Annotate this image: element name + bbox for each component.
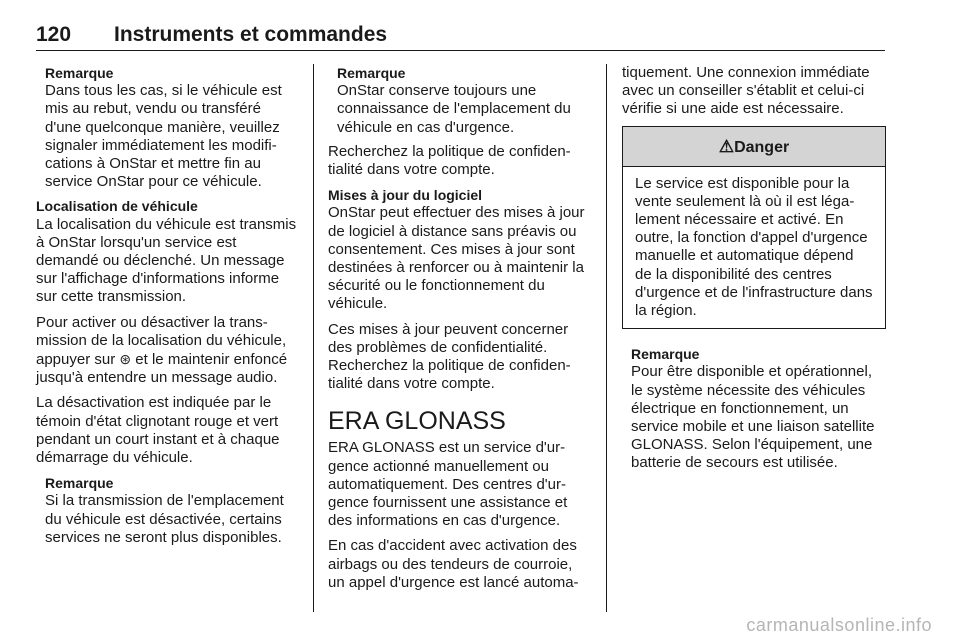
remark-text: OnStar conserve toujours une connaissance de l'emplacement du véhicule en cas d'urgence. xyxy=(337,82,571,136)
danger-header xyxy=(623,127,885,167)
column-1 xyxy=(36,64,298,553)
paragraph-text: et le maintenir enfoncé jusqu'à entendre un message audio. xyxy=(36,351,288,387)
column-3 xyxy=(622,64,886,479)
watermark: carmanualsonline.info xyxy=(746,615,932,635)
remark-title: Remarque xyxy=(631,346,700,363)
column-divider xyxy=(606,64,607,612)
page-number: 120 xyxy=(36,23,72,46)
danger-title: Danger xyxy=(734,138,790,156)
remark-title: Remarque xyxy=(337,65,406,81)
paragraph: Recherchez la politique de confidentialité dans votre compte. xyxy=(328,142,571,179)
paragraph-text: Pour activer ou désactiver la transmission de la localisation du véhicule, appuyer sur xyxy=(36,313,287,369)
paragraph: ERA GLONASS est un service d'urgence actionné manuellement ou automatiquement. Des centres d'urgence fournissent une assistance et des informations en cas d'urgence. xyxy=(328,439,568,530)
paragraph: OnStar peut effectuer des mises à jour de logiciel à distance sans préavis ou consentement. Ces mises à jour sont destinées à renforcer ou à maintenir la sécurité ou le fonctionnement du véhicule. xyxy=(328,204,585,313)
column-2 xyxy=(328,64,592,599)
paragraph: Ces mises à jour peuvent concerner des problèmes de confidentialité. Recherchez la politique de confidentialité dans votre compte. xyxy=(328,320,571,393)
remark-box xyxy=(328,64,592,137)
onstar-location-icon: ⊛ xyxy=(119,351,132,368)
remark-text: Dans tous les cas, si le véhicule est mis au rebut, vendu ou transféré d'une quelconque manière, veuillez signaler immédiatement les modifications à OnStar et mettre fin au service OnStar pour ce véhicule. xyxy=(45,82,282,191)
paragraph: La localisation du véhicule est transmis à OnStar lorsqu'un service est demandé ou déclenché. Un message sur l'affichage d'informations informe sur cette transmission. xyxy=(36,215,297,306)
remark-title: Remarque xyxy=(45,475,114,492)
section-heading: Mises à jour du logiciel xyxy=(328,187,483,204)
remark-text: Pour être disponible et opérationnel, le système nécessite des véhicules électrique en fonctionnement, un service mobile et une liaison satellite GLONASS. Selon l'équipement, une batterie de secours est utilisée. xyxy=(631,363,875,472)
remark-box xyxy=(36,474,298,547)
danger-box xyxy=(622,126,886,330)
paragraph xyxy=(36,314,298,388)
danger-text: Le service est disponible pour la vente seulement là où il est légalement nécessaire et activé. En outre, la fonction d'appel d'urgence manuelle et automatique dépend de la disponibilité des centres d'urgence et de l'infrastructure dans la région. xyxy=(635,174,873,320)
column-divider xyxy=(313,64,314,612)
paragraph: tiquement. Une connexion immédiate avec un conseiller s'établit et celui-ci vérifie si une aide est nécessaire. xyxy=(622,64,870,118)
remark-title: Remarque xyxy=(45,65,114,81)
paragraph: La désactivation est indiquée par le témoin d'état clignotant rouge et vert pendant un court instant et à chaque démarrage du véhicule. xyxy=(36,394,280,467)
page-header xyxy=(36,22,885,51)
section-heading: Localisation de véhicule xyxy=(36,198,198,215)
remark-text: Si la transmission de l'emplacement du véhicule est désactivée, certains services ne seront plus disponibles. xyxy=(45,492,284,546)
page-title: Instruments et commandes xyxy=(114,23,388,46)
paragraph: En cas d'accident avec activation des airbags ou des tendeurs de courroie, un appel d'urgence est lancé automa- xyxy=(328,537,579,591)
remark-box xyxy=(622,345,886,472)
warning-icon: ⚠ xyxy=(718,136,735,156)
remark-box xyxy=(36,64,298,191)
chapter-heading: ERA GLONASS xyxy=(328,407,506,436)
